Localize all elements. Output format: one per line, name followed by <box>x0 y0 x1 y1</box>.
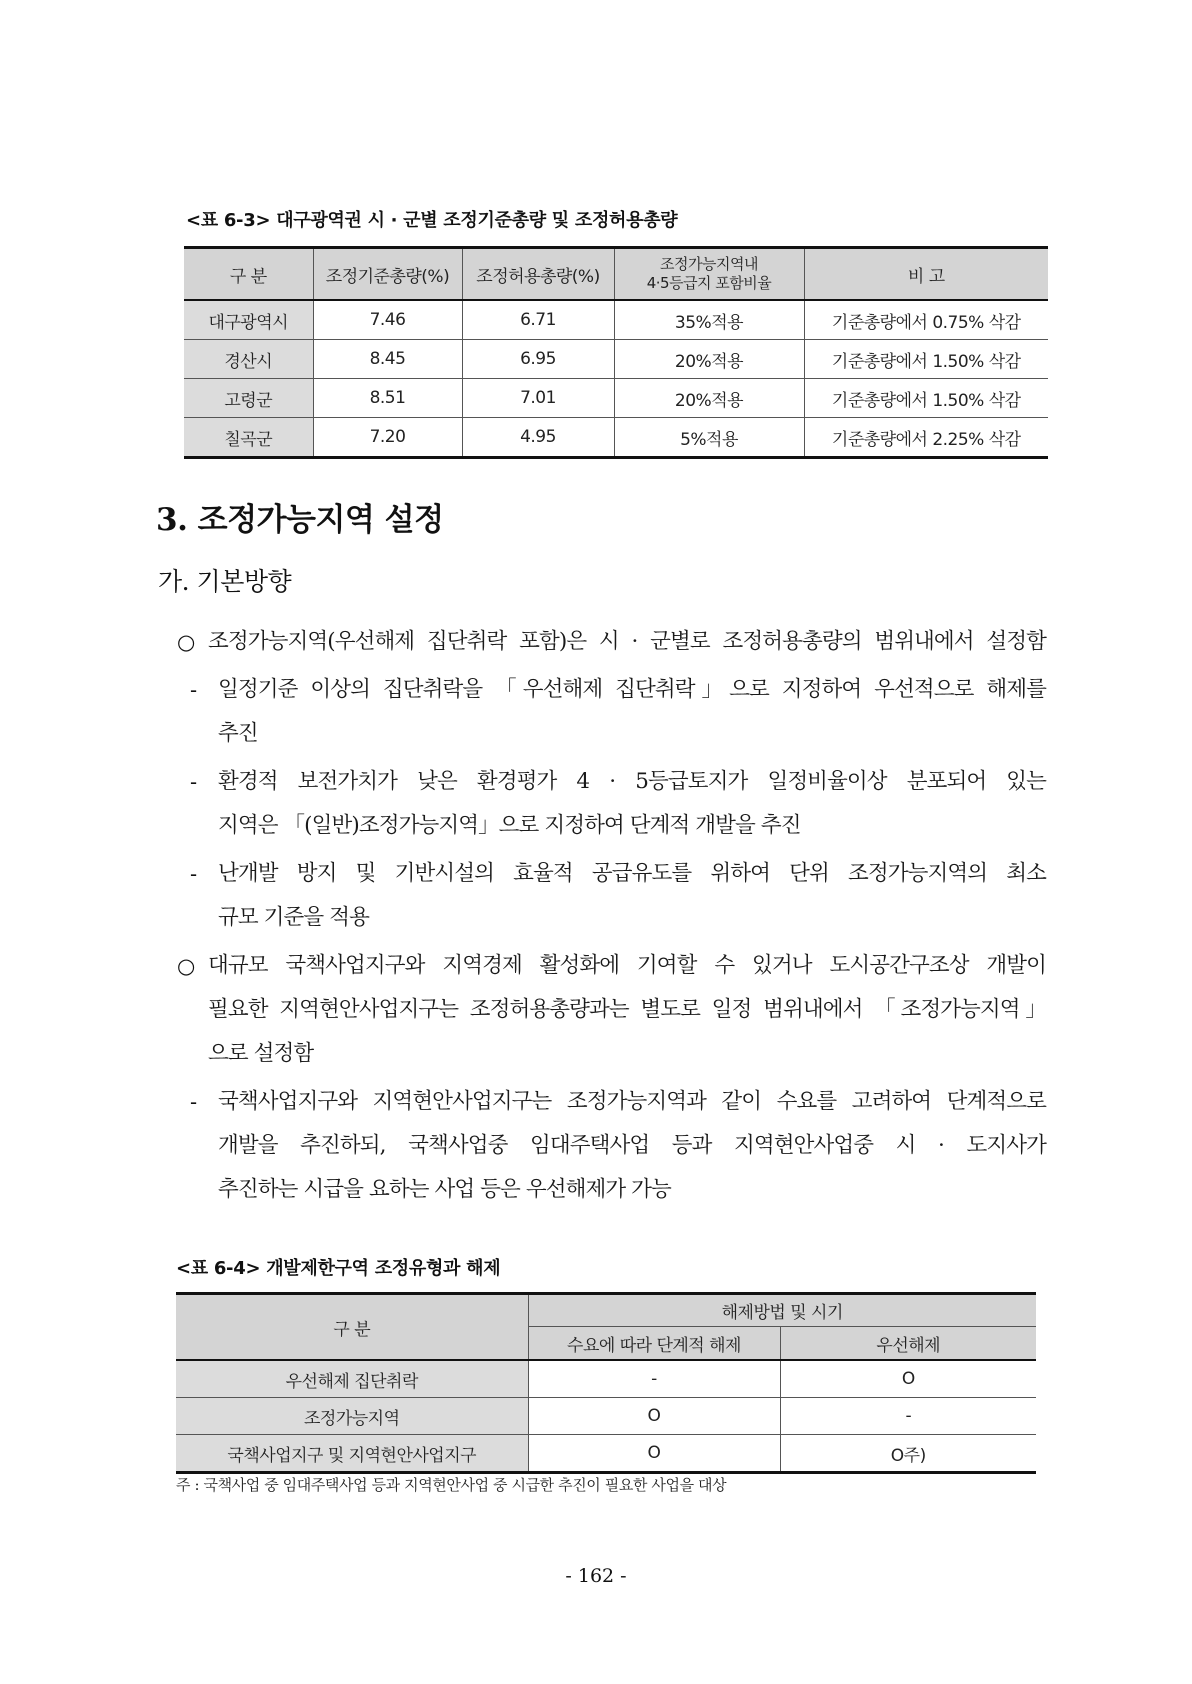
table63-header-allowed-total: 조정허용총량(%) <box>462 248 614 301</box>
table64-cell: O <box>780 1360 1036 1398</box>
table63-cell: 35%적용 <box>614 300 804 340</box>
bullet-paragraph <box>208 620 1046 664</box>
paragraph-line: 규모 기준을 적용 <box>218 905 369 930</box>
table-row <box>176 1398 1036 1435</box>
table63-cell: 기준총량에서 1.50% 삭감 <box>804 340 1048 379</box>
table64-header-category: 구 분 <box>176 1294 528 1361</box>
table63-cell: 6.71 <box>462 300 614 340</box>
paragraph-line: 조정가능지역(우선해제 집단취락 포함)은 시 · 군별로 조정허용총량의 범위내에서 설정함 <box>208 629 1046 654</box>
table63-cell: 기준총량에서 2.25% 삭감 <box>804 418 1048 458</box>
table63-cell: 6.95 <box>462 340 614 379</box>
table63-header-grade-ratio: 조정가능지역내 4·5등급지 포함비율 <box>614 248 804 301</box>
table63 <box>184 246 1048 459</box>
dash-bullet-icon: - <box>190 770 198 794</box>
table63-cell: 4.95 <box>462 418 614 458</box>
dash-bullet-icon: - <box>190 1090 198 1114</box>
table64-header-row <box>176 1294 1036 1327</box>
table63-caption: <표 6-3> 대구광역권 시 · 군별 조정기준총량 및 조정허용총량 <box>186 210 678 231</box>
paragraph-line: 으로 설정함 <box>208 1041 314 1066</box>
table64-cell: - <box>780 1398 1036 1435</box>
table64-cell: 조정가능지역 <box>176 1398 528 1435</box>
table64-cell: 우선해제 집단취락 <box>176 1360 528 1398</box>
paragraph-line: 지역은 「(일반)조정가능지역」으로 지정하여 단계적 개발을 추진 <box>218 813 801 838</box>
table-row <box>184 418 1048 458</box>
paragraph-line: 개발을 추진하되, 국책사업중 임대주택사업 등과 지역현안사업중 시 · 도지사가 <box>218 1133 1046 1158</box>
table-row <box>184 340 1048 379</box>
table63-header-row <box>184 248 1048 301</box>
table64-cell: 국책사업지구 및 지역현안사업지구 <box>176 1435 528 1473</box>
paragraph-line: 추진하는 시급을 요하는 사업 등은 우선해제가 가능 <box>218 1177 671 1202</box>
subsection-heading: 가. 기본방향 <box>158 567 292 596</box>
table63-cell: 기준총량에서 1.50% 삭감 <box>804 379 1048 418</box>
table63-cell: 고령군 <box>184 379 313 418</box>
paragraph-line: 일정기준 이상의 집단취락을 「우선해제 집단취락」으로 지정하여 우선적으로 해제를 <box>218 677 1046 702</box>
table64-header-priority: 우선해제 <box>780 1327 1036 1361</box>
table63-cell: 20%적용 <box>614 340 804 379</box>
sub-bullet-paragraph <box>218 1080 1046 1212</box>
sub-bullet-paragraph <box>218 760 1046 848</box>
table63-cell: 20%적용 <box>614 379 804 418</box>
table64-footnote: 주 : 국책사업 중 임대주택사업 등과 지역현안사업 중 시급한 추진이 필요한 사업을 대상 <box>176 1476 727 1494</box>
table64-cell: - <box>528 1360 780 1398</box>
table63-cell: 5%적용 <box>614 418 804 458</box>
page-number: - 162 - <box>565 1565 627 1587</box>
table-row <box>184 379 1048 418</box>
table63-cell: 7.20 <box>313 418 462 458</box>
table63-header-category: 구 분 <box>184 248 313 301</box>
dash-bullet-icon: - <box>190 862 198 886</box>
circle-bullet-icon: ○ <box>177 630 196 654</box>
table64-cell: O주) <box>780 1435 1036 1473</box>
dash-bullet-icon: - <box>190 678 198 702</box>
table63-cell: 8.45 <box>313 340 462 379</box>
bullet-paragraph <box>208 944 1046 1076</box>
section-heading: 3. 조정가능지역 설정 <box>156 502 444 538</box>
sub-bullet-paragraph <box>218 668 1046 756</box>
paragraph-line: 추진 <box>218 721 258 746</box>
table63-cell: 8.51 <box>313 379 462 418</box>
paragraph-line: 대규모 국책사업지구와 지역경제 활성화에 기여할 수 있거나 도시공간구조상 개발이 <box>208 953 1046 978</box>
circle-bullet-icon: ○ <box>177 954 196 978</box>
paragraph-line: 난개발 방지 및 기반시설의 효율적 공급유도를 위하여 단위 조정가능지역의 최소 <box>218 861 1046 886</box>
table63-cell: 기준총량에서 0.75% 삭감 <box>804 300 1048 340</box>
table63-header-remarks: 비 고 <box>804 248 1048 301</box>
table64-caption: <표 6-4> 개발제한구역 조정유형과 해제 <box>176 1258 501 1279</box>
table64-header-group: 해제방법 및 시기 <box>528 1294 1036 1327</box>
table64 <box>176 1292 1036 1474</box>
paragraph-line: 필요한 지역현안사업지구는 조정허용총량과는 별도로 일정 범위내에서 「조정가능지역」 <box>208 997 1046 1022</box>
table63-cell: 대구광역시 <box>184 300 313 340</box>
paragraph-line: 환경적 보전가치가 낮은 환경평가 4 · 5등급토지가 일정비율이상 분포되어 있는 <box>218 769 1046 794</box>
table-row <box>184 300 1048 340</box>
table64-cell: O <box>528 1435 780 1473</box>
table-row <box>176 1435 1036 1473</box>
table63-cell: 경산시 <box>184 340 313 379</box>
table64-cell: O <box>528 1398 780 1435</box>
table63-header-base-total: 조정기준총량(%) <box>313 248 462 301</box>
table64-header-phased: 수요에 따라 단계적 해제 <box>528 1327 780 1361</box>
table-row <box>176 1360 1036 1398</box>
sub-bullet-paragraph <box>218 852 1046 940</box>
table63-cell: 7.46 <box>313 300 462 340</box>
table63-cell: 칠곡군 <box>184 418 313 458</box>
table63-cell: 7.01 <box>462 379 614 418</box>
paragraph-line: 국책사업지구와 지역현안사업지구는 조정가능지역과 같이 수요를 고려하여 단계적으로 <box>218 1089 1046 1114</box>
